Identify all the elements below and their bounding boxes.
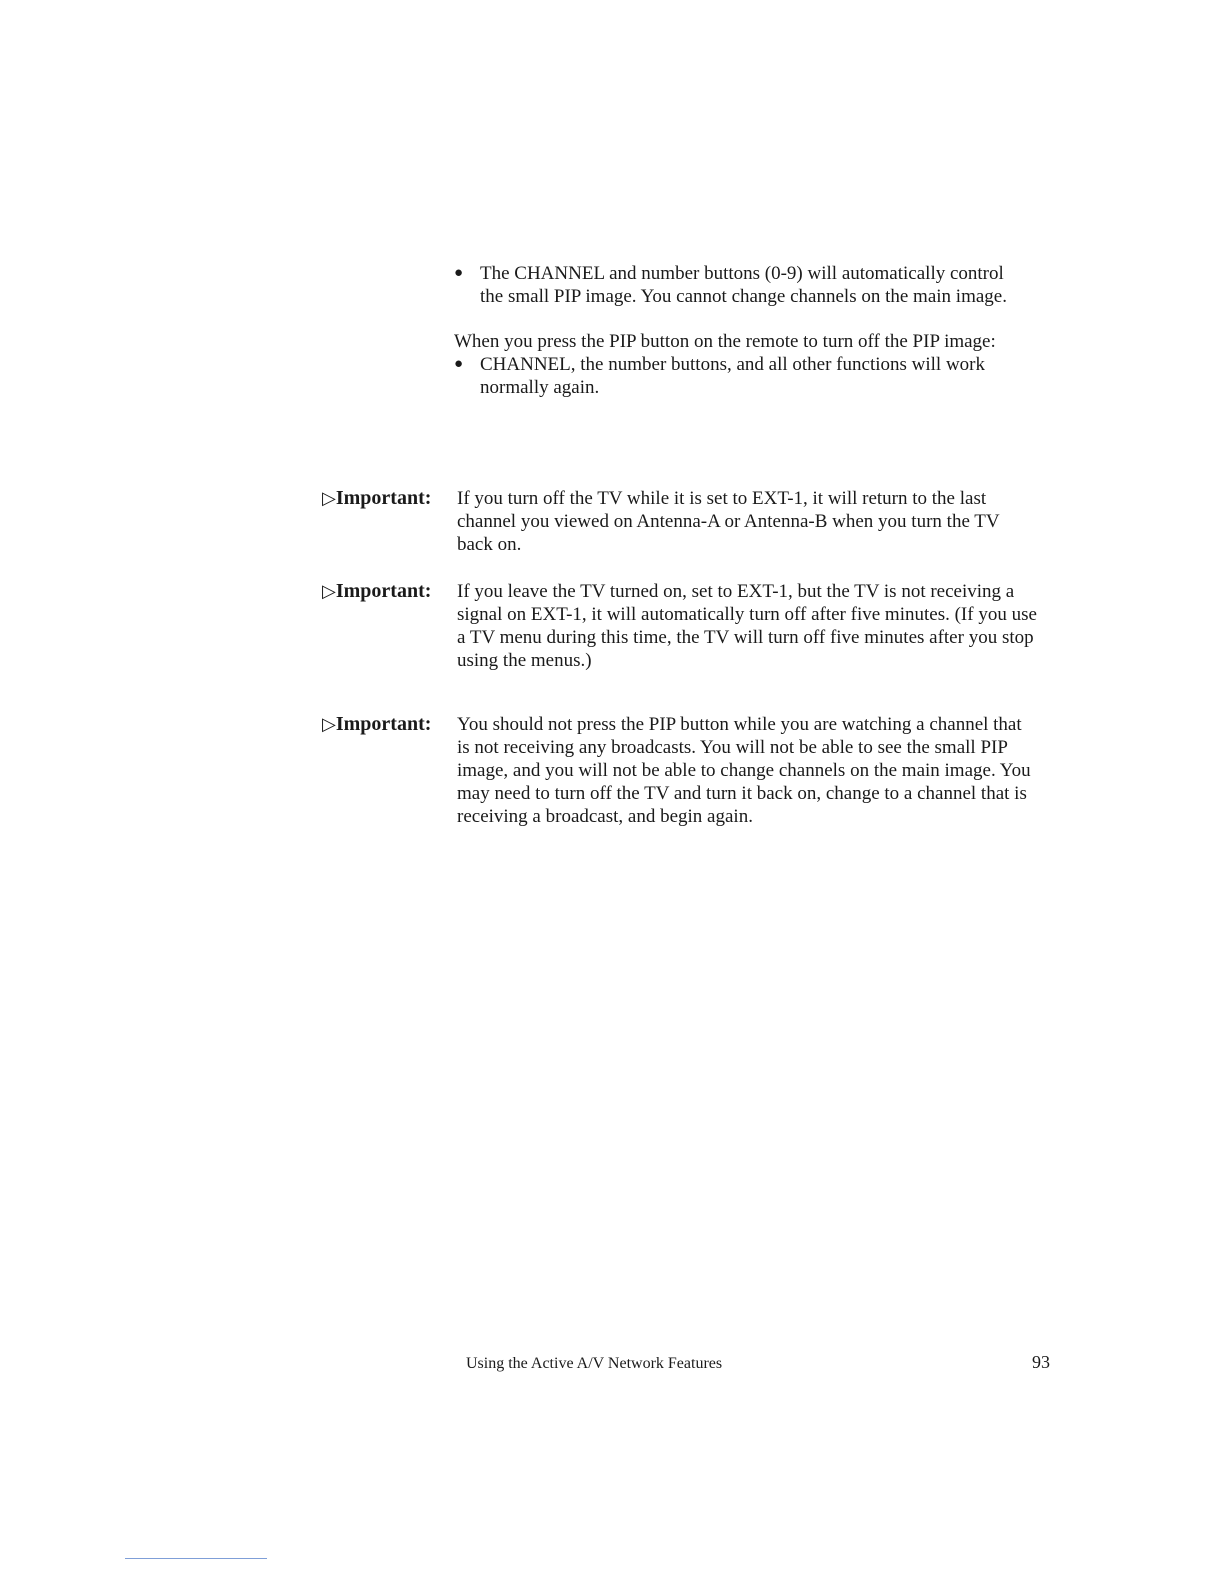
- triangle-right-icon: ▷: [322, 488, 336, 508]
- bullet-icon: ●: [454, 265, 464, 281]
- triangle-right-icon: ▷: [322, 714, 336, 734]
- important-label: ▷Important:: [322, 580, 432, 602]
- important-text: If you leave the TV turned on, set to EXT-1, but the TV is not receiving a signal on EXT-1, it will automatically turn off after five minutes. (If you use a TV menu during this time, the TV will turn off five minutes after you stop using the menus.): [457, 581, 1037, 671]
- bullet-section: [454, 262, 1014, 399]
- important-text: If you turn off the TV while it is set to EXT-1, it will return to the last channel you viewed on Antenna-A or Antenna-B when you turn the TV back on.: [457, 488, 1000, 555]
- bullet-item-functions-normal: [454, 353, 1014, 399]
- footer-section-title: Using the Active A/V Network Features: [466, 1355, 723, 1372]
- important-text: You should not press the PIP button while you are watching a channel that is not receiving any broadcasts. You will not be able to see the small PIP image, and you will not be able to change channels on the main image. You may need to turn off the TV and turn it back on, change to a channel that is receiving a broadcast, and begin again.: [457, 714, 1031, 827]
- triangle-right-icon: ▷: [322, 581, 336, 601]
- page-number: 93: [1032, 1352, 1050, 1372]
- bullet-icon: ●: [454, 356, 464, 372]
- scan-edge-line: [125, 1558, 267, 1559]
- pip-off-paragraph: When you press the PIP button on the remote to turn off the PIP image:: [454, 331, 996, 352]
- bullet-text: The CHANNEL and number buttons (0-9) will automatically control the small PIP image. You cannot change channels on the main image.: [480, 263, 1007, 307]
- bullet-text: CHANNEL, the number buttons, and all other functions will work normally again.: [480, 354, 986, 398]
- bullet-item-channel-buttons: [454, 262, 1014, 308]
- important-label: ▷Important:: [322, 487, 432, 509]
- important-label: ▷Important:: [322, 713, 432, 735]
